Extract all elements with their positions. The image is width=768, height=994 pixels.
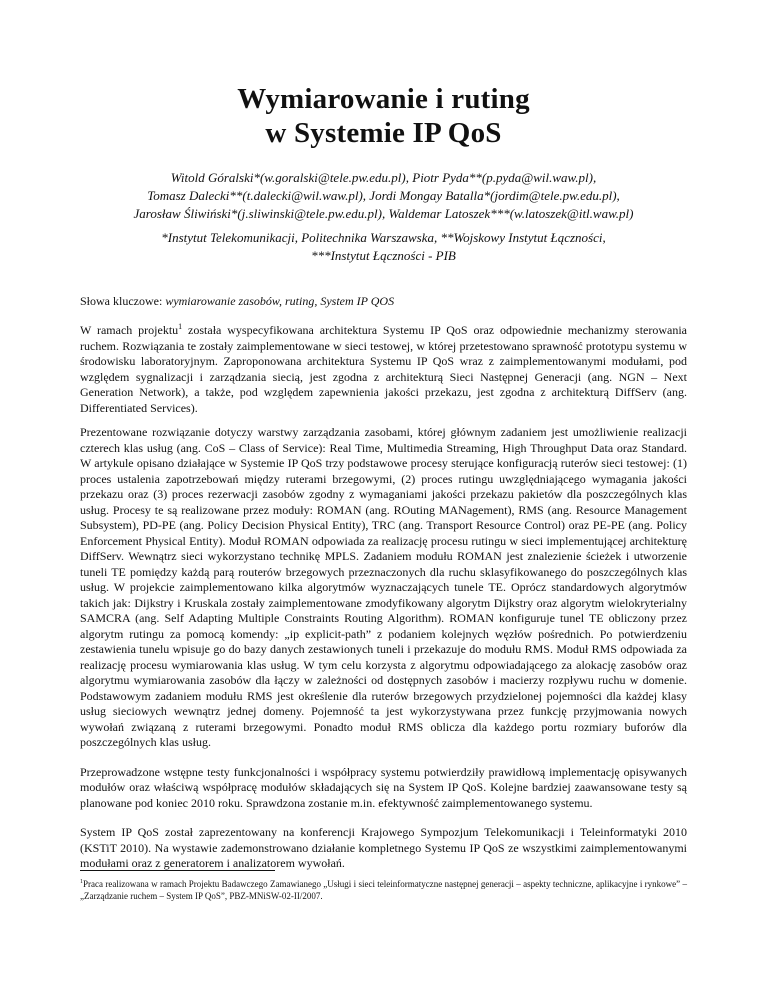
footnote-reference: 1 [178, 322, 183, 331]
title-line-2: w Systemie IP QoS [265, 117, 502, 149]
author-list [80, 169, 687, 223]
authors-line-1: Witold Góralski*(w.goralski@tele.pw.edu.pl), Piotr Pyda**(p.pyda@wil.waw.pl), [170, 170, 597, 185]
paragraph-intro [80, 323, 687, 416]
paragraph-modules: Prezentowane rozwiązanie dotyczy warstwy zarządzania zasobami, której głównym zadaniem jest umożliwienie realizacji czterech klas usług (ang. CoS – Class of Service): Real Time, Multimedia Streaming, High Throughput Data oraz Standard. W artykule opisano działające w Systemie IP QoS trzy podstawowe procesy sterujące konfiguracją ruterów sieci testowej: (1) proces ustalenia zapotrzebowań między ruterami brzegowymi, (2) proces rutingu uwzględniającego wymagania jakości przekazu oraz (3) proces rezerwacji zasobów zgodny z wymaganiami jakości przekazu pakietów dla poszczególnych klas usług. Procesy te są realizowane przez moduły: ROMAN (ang. ROuting MANagement), RMS (ang. Resource Management Subsystem), PD-PE (ang. Policy Decision Physical Entity), TRC (ang. Transport Resource Control) oraz PE-PE (ang. Policy Enforcement Physical Entity). Moduł ROMAN odpowiada za realizację procesu rutingu w sieci implementującej architekturę DiffServ. Wewnątrz sieci wykorzystano technikę MPLS. Zadaniem modułu ROMAN jest znalezienie ścieżek i utworzenie tuneli TE pomiędzy każdą parą routerów brzegowych przeznaczonych dla ruchu sklasyfikowanego do poszczególnych klas usług. W projekcie zaimplementowano kilka algorytmów wyznaczających tunele TE. Oprócz standardowych algorytmów takich jak: Dijkstry i Kruskala zostały zaimplementowane zmodyfikowany algorytm Dijkstry oraz algorytm wielokryterialny SAMCRA (ang. Self Adapting Multiple Constraints Routing Algorithm). ROMAN konfiguruje tunel TE obliczony przez algorytm rutingu za pomocą komendy: „ip explicit-path” z podaniem kolejnych węzłów pośrednich. Po potwierdzeniu zestawienia tunelu wpisuje go do bazy danych zestawionych tuneli i przekazuje do modułu RMS. Moduł RMS odpowiada za realizację procesu wymiarowania klas usług. W tym celu korzysta z algorytmu odpowiadającego za alokację zasobów oraz algorytmu wymiarowania zasobów dla łączy w zależności od dostępnych zasobów i macierzy rozpływu ruchu w domenie. Podstawowym zadaniem modułu RMS jest określenie dla ruterów brzegowych przydzielonej pojemności dla każdej klasy usług sieciowych wewnątrz jednej domeny. Pojemność ta jest wykorzystywana przez funkcję przyjmowania nowych wywołań związaną z ruterami brzegowymi. Ponadto moduł RMS oblicza dla każdego portu rozmiary buforów dla poszczególnych klas usług. [80, 425, 687, 749]
affiliations [80, 229, 687, 265]
footnote-mark: 1 [80, 879, 83, 885]
keywords-value: wymiarowanie zasobów, ruting, System IP QOS [165, 294, 395, 308]
keywords [80, 294, 687, 309]
authors-line-3: Jarosław Śliwiński*(j.sliwinski@tele.pw.edu.pl), Waldemar Latoszek***(w.latoszek@itl.waw.pl) [133, 206, 634, 221]
paper-page [80, 82, 687, 872]
paragraph-intro-start: W ramach projektu [80, 323, 179, 337]
paper-title [80, 82, 687, 150]
keywords-label: Słowa kluczowe: [80, 294, 166, 308]
paragraph-tests: Przeprowadzone wstępne testy funkcjonalności i współpracy systemu potwierdziły prawidłową implementację opisywanych modułów oraz właściwą współpracę modułów składających się na System IP QoS. Kolejne bardziej zaawansowane testy są planowane pod koniec 2010 roku. Sprawdzona zostanie m.in. efektywność zaimplementowanego systemu. [80, 764, 687, 810]
title-line-1: Wymiarowanie i ruting [237, 83, 530, 115]
paragraph-conference: System IP QoS został zaprezentowany na konferencji Krajowego Sympozjum Telekomunikacji i Teleinformatyki 2010 (KSTiT 2010). Na wystawie zademonstrowano działanie kompletnego Systemu IP QoS ze wszystkimi zaimplementowanymi modułami oraz z generatorem i analizatorem wywołań. [80, 825, 687, 870]
paragraph-intro-rest: została wyspecyfikowana architektura Systemu IP QoS oraz odpowiednie mechanizmy sterowania ruchem. Rozwiązania te zostały zaimplementowane w sieci testowej, w której przetestowano sprawność prototypu systemu w środowisku laboratoryjnym. Zaproponowana architektura Systemu IP QoS wraz z zaimplementowanymi modułami, pod względem sygnalizacji i zarządzania siecią, jest zgodna z architekturą Sieci Następnej Generacji (ang. NGN – Next Generation Network), a także, pod względem zapewnienia jakości przekazu, jest zgodna z architekturą DiffServ (ang. Differentiated Services). [80, 323, 687, 415]
footnote-text: Praca realizowana w ramach Projektu Badawczego Zamawianego „Usługi i sieci teleinformatyczne następnej generacji – aspekty techniczne, aplikacyjne i rynkowe” – „Zarządzanie ruchem – System IP QoS”, PBZ-MNiSW-02-II/2007. [80, 879, 687, 901]
affiliation-line-1: *Instytut Telekomunikacji, Politechnika Warszawska, **Wojskowy Instytut Łączności, [161, 230, 606, 245]
affiliation-line-2: ***Instytut Łączności - PIB [311, 248, 456, 263]
authors-line-2: Tomasz Dalecki**(t.dalecki@wil.waw.pl), Jordi Mongay Batalla*(jordim@tele.pw.edu.pl), [147, 188, 620, 203]
footnote-separator [80, 870, 275, 871]
footnote [80, 878, 687, 902]
